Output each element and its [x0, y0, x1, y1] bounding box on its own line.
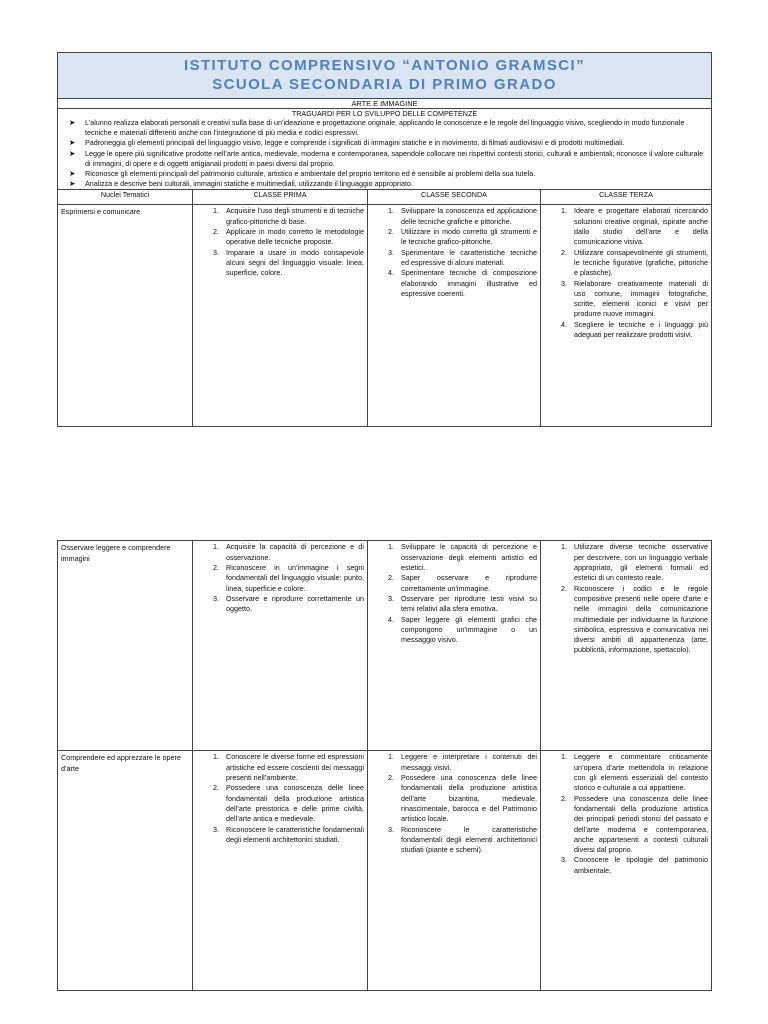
item-number: 1. — [213, 206, 219, 216]
item-number: 2. — [213, 783, 219, 793]
item-number: 2. — [388, 227, 394, 237]
traguardo-item: ➤ Legge le opere più significative prodotte nell’arte antica, medievale, moderna e contemporanea, sapendole collocare nei rispettivi contesti storici, culturali e ambientali; riconosce il valore culturale di immagini, di opere e di oggetti artigianali prodotti in paesi diversi dal proprio. — [69, 148, 704, 168]
item-text: Acquisire la capacità di percezione e di osservazione. — [226, 542, 364, 562]
school-header — [58, 53, 712, 99]
item-number: 3. — [388, 593, 394, 603]
traguardo-item: ➤ Analizza e descrive beni culturali, immagini statiche e multimediali, utilizzando il linguaggio appropriato. — [69, 179, 413, 189]
traguardi-list — [60, 118, 709, 189]
obiettivo-item — [368, 825, 537, 856]
obiettivo-item — [193, 752, 364, 783]
obiettivo-item — [193, 594, 364, 615]
item-number: 3. — [213, 593, 219, 603]
arrow-bullet-icon: ➤ — [69, 148, 76, 158]
item-text: Possedere una conoscenza delle linee fondamentali della produzione artistica dei principali periodi storici del passato e dell’arte moderna e contemporanea, anche appartenenti a contesti culturali diversi dal proprio. — [574, 793, 708, 855]
col-header-terza: CLASSE TERZA — [541, 190, 712, 205]
col-header-seconda: CLASSE SECONDA — [368, 190, 541, 205]
item-text: Possedere una conoscenza delle linee fondamentali della produzione artistica dell’arte preistorica e delle prime civiltà, dell’arte antica e medievale. — [226, 783, 364, 824]
col-header-nuclei: Nuclei Tematici — [58, 190, 193, 205]
obiettivo-item — [541, 279, 708, 320]
obiettivi-seconda — [368, 751, 541, 991]
item-number: 3. — [388, 247, 394, 257]
nucleo-tematico: Comprendere ed apprezzare le opere d’arte — [58, 751, 193, 991]
obiettivo-item — [193, 542, 364, 563]
curriculum-table-continued — [57, 540, 712, 991]
obiettivi-terza — [541, 205, 712, 427]
obiettivi-terza — [541, 541, 712, 751]
obiettivo-item — [368, 594, 537, 615]
item-number: 3. — [213, 824, 219, 834]
document — [57, 52, 711, 991]
item-number: 3. — [561, 278, 567, 288]
item-text: Leggere e commentare criticamente un’opera d’arte mettendola in relazione con gli elementi essenziali del contesto storico e culturale a cui appartiene. — [574, 752, 708, 793]
item-text: Sperimentare tecniche di composizione elaborando immagini illustrative ed espressive coerenti. — [401, 268, 537, 298]
item-text: Applicare in modo corretto le metodologie operative delle tecniche proposte. — [226, 227, 364, 247]
subject-title: ARTE E IMMAGINE — [58, 99, 712, 109]
item-text: Saper leggere gli elementi grafici che compongono un’immagine o un messaggio visivo. — [401, 614, 537, 645]
col-header-prima: CLASSE PRIMA — [193, 190, 368, 205]
traguardi-section — [58, 109, 712, 190]
traguardi-heading: TRAGUARDI PER LO SVILUPPO DELLE COMPETENZE — [291, 109, 478, 118]
obiettivo-item — [541, 320, 708, 341]
item-text: Rielaborare creativamente materiali di uso comune, immagini fotografiche, scritte, elementi iconici e visivi per produrre nuove immagini. — [574, 278, 708, 319]
table-row — [58, 541, 712, 751]
obiettivo-item — [368, 773, 537, 824]
obiettivo-item — [541, 855, 708, 876]
item-text: Scegliere le tecniche e i linguaggi più adeguati per realizzare prodotti visivi. — [574, 319, 708, 339]
obiettivi-prima — [193, 541, 368, 751]
item-number: 1. — [561, 752, 567, 762]
item-text: Leggere e interpretare i contenuti dei messaggi visivi. — [401, 752, 537, 772]
item-text: Osservare per riprodurre testi visivi su temi relativi alla sfera emotiva. — [401, 593, 537, 614]
item-number: 4. — [388, 268, 394, 278]
obiettivi-prima — [193, 205, 368, 427]
item-number: 4. — [388, 614, 394, 624]
item-text: Utilizzare diverse tecniche osservative per descrivere, con un linguaggio verbale appropriato, gli elementi formali ed estetici di un contesto reale. — [574, 542, 708, 583]
obiettivo-item — [541, 584, 708, 656]
item-text: Utilizzare consapevolmente gli strumenti, le tecniche figurative (grafiche, pittoriche e plastiche). — [574, 247, 708, 278]
item-number: 1. — [561, 542, 567, 552]
item-text: Conoscere le diverse forme ed espressioni artistiche ed essere coscienti dei messaggi presenti nell’ambiente. — [226, 752, 364, 783]
item-number: 2. — [213, 563, 219, 573]
item-number: 3. — [213, 247, 219, 257]
obiettivo-item — [541, 752, 708, 793]
arrow-bullet-icon: ➤ — [69, 179, 76, 189]
item-number: 2. — [561, 793, 567, 803]
nucleo-tematico: Osservare leggere e comprendere immagini — [58, 541, 193, 751]
obiettivo-item — [541, 542, 708, 583]
school-level: SCUOLA SECONDARIA DI PRIMO GRADO — [212, 76, 557, 93]
item-number: 2. — [561, 247, 567, 257]
traguardo-item: ➤ Riconosce gli elementi principali del patrimonio culturale, artistico e ambientale del proprio territorio ed è sensibile ai problemi della sua tutela. — [69, 169, 536, 179]
table-row — [58, 751, 712, 991]
item-text: Imparare a usare in modo consapevole alcuni segni del linguaggio visuale: linea, superficie, colore. — [226, 247, 364, 278]
obiettivo-item — [541, 248, 708, 279]
item-number: 3. — [561, 855, 567, 865]
traguardo-item: ➤ L’alunno realizza elaborati personali e creativi sulla base di un’ideazione e progettazione originale, applicando le conoscenze e le regole del linguaggio visivo, scegliendo in modo funzionale tecniche e materiali differenti anche con l’integrazione di più media e codici espressivi. — [69, 118, 685, 138]
item-number: 4. — [561, 319, 567, 329]
item-text: Saper osservare e riprodurre correttamente un’immagine. — [401, 573, 537, 593]
obiettivi-seconda — [368, 541, 541, 751]
obiettivo-item — [193, 206, 364, 227]
traguardo-item: ➤ Padroneggia gli elementi principali del linguaggio visivo, legge e comprende i significati di immagini statiche e in movimento, di filmati audiovisivi e di prodotti multimediali. — [69, 138, 625, 148]
obiettivo-item — [368, 752, 537, 773]
item-text: Sviluppare le capacità di percezione e osservazione degli elementi artistici ed estetici. — [401, 542, 537, 573]
item-text: Utilizzare in modo corretto gli strumenti e le tecniche grafico-pittoriche. — [401, 227, 537, 247]
item-text: Ideare e progettare elaborati ricercando soluzioni creative originali, ispirate anche dallo studio dell’arte e della comunicazione visiva. — [574, 206, 708, 247]
obiettivo-item — [368, 615, 537, 646]
item-text: Riconoscere le caratteristiche fondamentali degli elementi architettonici studiati (piante e schemi). — [401, 824, 537, 855]
item-text: Conoscere le tipologie del patrimonio ambientale, — [574, 855, 708, 875]
curriculum-table-top — [57, 52, 712, 427]
item-text: Riconoscere i codici e le regole compositive presenti nelle opere d’arte e nelle immagini della comunicazione multimediale per individuarne la funzione simbolica, espressiva e comunicativa nei diversi ambiti di appartenenza (arte, pubblicità, informazione, spettacolo). — [574, 583, 708, 655]
item-text: Possedere una conoscenza delle linee fondamentali della produzione artistica dell’arte bizantina, medievale, rinascimentale, barocca e del Patrimonio artistico locale. — [401, 773, 537, 824]
obiettivi-terza — [541, 751, 712, 991]
obiettivo-item — [193, 783, 364, 824]
obiettivo-item — [193, 825, 364, 846]
school-name: ISTITUTO COMPRENSIVO “ANTONIO GRAMSCI” — [184, 57, 585, 74]
obiettivo-item — [368, 206, 537, 227]
item-number: 1. — [388, 752, 394, 762]
item-text: Osservare e riprodurre correttamente un oggetto. — [226, 593, 364, 614]
item-number: 1. — [388, 206, 394, 216]
table-row — [58, 205, 712, 427]
obiettivo-item — [368, 542, 537, 573]
item-text: Sperimentare le caratteristiche tecniche ed espressive di alcuni materiali. — [401, 247, 537, 267]
item-text: Riconoscere le caratteristiche fondamentali degli elementi architettonici studiati. — [226, 824, 364, 844]
arrow-bullet-icon: ➤ — [69, 169, 76, 179]
item-text: Acquisire l’uso degli strumenti e di tecniche grafico-pittoriche di base. — [226, 206, 364, 226]
item-number: 1. — [561, 206, 567, 216]
obiettivo-item — [193, 563, 364, 594]
obiettivo-item — [541, 206, 708, 247]
item-number: 2. — [213, 227, 219, 237]
obiettivi-seconda — [368, 205, 541, 427]
obiettivo-item — [193, 248, 364, 279]
obiettivo-item — [368, 268, 537, 299]
nucleo-tematico: Esprimersi e comunicare — [58, 205, 193, 427]
obiettivo-item — [541, 794, 708, 856]
obiettivo-item — [368, 248, 537, 269]
arrow-bullet-icon: ➤ — [69, 118, 76, 127]
item-text: Riconoscere in un’immagine i segni fondamentali del linguaggio visuale: punto, linea, superficie e colore. — [226, 563, 364, 593]
item-number: 1. — [213, 542, 219, 552]
arrow-bullet-icon: ➤ — [69, 138, 76, 148]
obiettivi-prima — [193, 751, 368, 991]
item-text: Sviluppare la conoscenza ed applicazione delle tecniche grafiche e pittoriche. — [401, 206, 537, 226]
obiettivo-item — [368, 227, 537, 248]
obiettivo-item — [193, 227, 364, 248]
item-number: 3. — [388, 824, 394, 834]
item-number: 2. — [388, 573, 394, 583]
item-number: 1. — [388, 542, 394, 552]
obiettivo-item — [368, 573, 537, 594]
item-number: 2. — [388, 773, 394, 783]
item-number: 1. — [213, 752, 219, 762]
item-number: 2. — [561, 583, 567, 593]
